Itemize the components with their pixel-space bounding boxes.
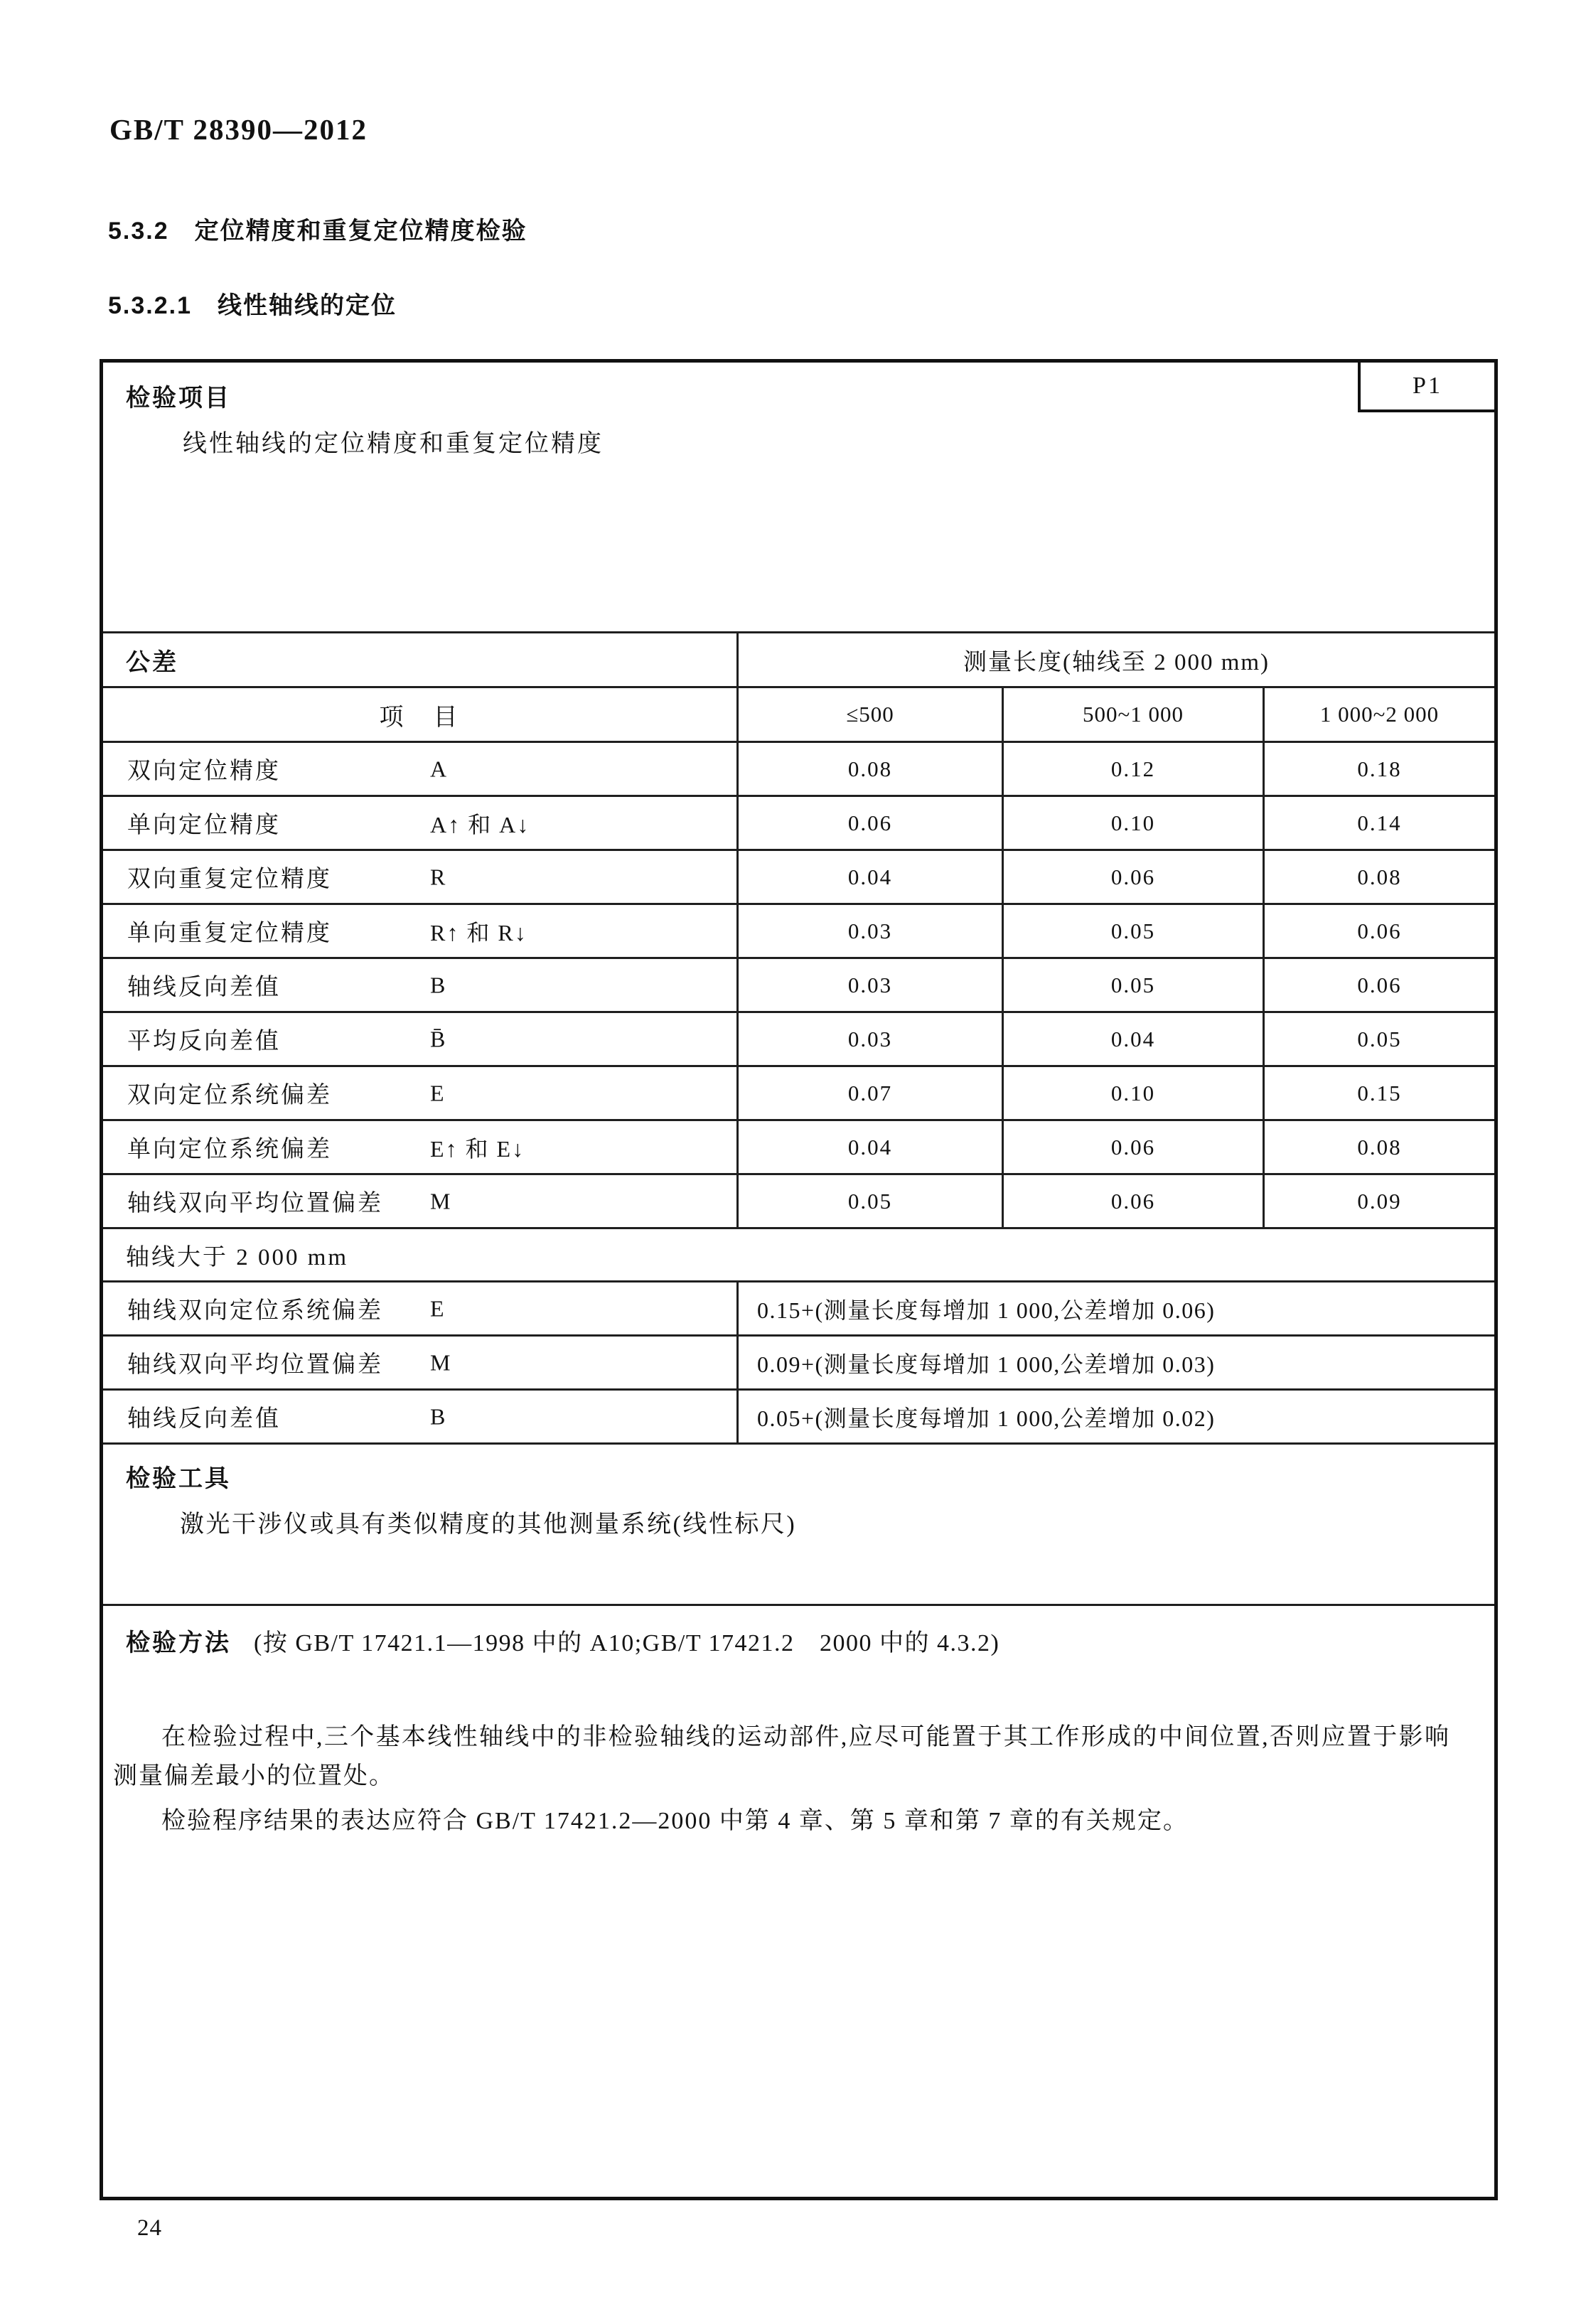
row-symbol: E↑ 和 E↓: [430, 1135, 525, 1162]
row-label: 单向重复定位精度: [127, 921, 332, 946]
tolerance-header-row: [103, 631, 1494, 686]
range-header-1: ≤500: [739, 688, 1004, 741]
row-value: 0.09: [1357, 1188, 1402, 1214]
row-symbol: M: [430, 1349, 452, 1375]
row-label-cell: [103, 1121, 739, 1173]
method-paragraph-2: 检验程序结果的表达应符合 GB/T 17421.2—2000 中第 4 章、第 5 章和第 7 章的有关规定。: [161, 1808, 1189, 1834]
row-value: 0.15: [1357, 1080, 1402, 1105]
row-value: 0.04: [1004, 1013, 1265, 1065]
row-label-cell: [103, 743, 739, 795]
row-label-cell: [103, 851, 739, 903]
row-value: 0.08: [1357, 1134, 1402, 1160]
row-value: 0.06: [1357, 918, 1402, 943]
row-value: 0.08: [739, 743, 1004, 795]
row-value: 0.04: [739, 851, 1004, 903]
row-label: 轴线双向平均位置偏差: [127, 1352, 383, 1378]
row-value: 0.18: [1357, 756, 1402, 781]
row-value: 0.06: [739, 797, 1004, 849]
method-line: [126, 1623, 1450, 1658]
row-formula: 0.15+(测量长度每增加 1 000,公差增加 0.06): [757, 1297, 1216, 1323]
inspection-item-row: [103, 363, 1494, 631]
row-label: 轴线双向平均位置偏差: [127, 1191, 383, 1216]
table-row: [103, 1065, 1494, 1119]
table-row: [103, 1388, 1494, 1442]
row-value: 0.06: [1004, 1175, 1265, 1227]
inspection-item-desc: 线性轴线的定位精度和重复定位精度: [183, 431, 604, 457]
tools-label: 检验工具: [126, 1465, 231, 1492]
table-row: [103, 903, 1494, 957]
row-value: 0.05: [1004, 905, 1265, 957]
row-label: 单向定位系统偏差: [127, 1137, 332, 1162]
row-value: 0.08: [1357, 864, 1402, 889]
tolerance-label: 公差: [103, 633, 739, 686]
row-symbol: M: [430, 1188, 452, 1214]
row-value: 0.10: [1004, 797, 1265, 849]
row-symbol: R↑ 和 R↓: [430, 919, 527, 946]
row-value: 0.05: [739, 1175, 1004, 1227]
item-column-header: 项 目: [103, 688, 739, 741]
column-header-row: [103, 686, 1494, 741]
doc-code: GB/T 28390—2012: [109, 113, 368, 146]
range-header-3: 1 000~2 000: [1319, 702, 1440, 727]
row-symbol: B̄: [430, 1026, 447, 1051]
row-label-cell: [103, 1067, 739, 1119]
row-value: 0.06: [1357, 972, 1402, 997]
row-value: 0.12: [1004, 743, 1265, 795]
row-value: 0.10: [1004, 1067, 1265, 1119]
row-label: 双向定位精度: [127, 759, 281, 784]
tools-desc: 激光干涉仪或具有类似精度的其他测量系统(线性标尺): [180, 1511, 797, 1538]
row-label: 轴线反向差值: [127, 975, 281, 1000]
over-2000-header-row: [103, 1227, 1494, 1280]
method-reference: (按 GB/T 17421.1—1998 中的 A10;GB/T 17421.2 2000 中的 4.3.2): [254, 1630, 1000, 1656]
row-symbol: E: [430, 1080, 446, 1105]
table-row: [103, 741, 1494, 795]
row-symbol: E: [430, 1295, 446, 1321]
row-label-cell: [103, 1337, 739, 1388]
measure-length-header: 测量长度(轴线至 2 000 mm): [963, 649, 1270, 675]
table-row: [103, 957, 1494, 1011]
row-value: 0.06: [1004, 1121, 1265, 1173]
table-row: [103, 795, 1494, 849]
row-label-cell: [103, 1175, 739, 1227]
table-row: [103, 1119, 1494, 1173]
table-row: [103, 1173, 1494, 1227]
section-heading: 5.3.2 定位精度和重复定位精度检验: [108, 218, 527, 245]
row-label-cell: [103, 1391, 739, 1442]
row-label: 双向重复定位精度: [127, 867, 332, 892]
row-value: 0.04: [739, 1121, 1004, 1173]
row-symbol: A: [430, 756, 449, 781]
method-label: 检验方法: [126, 1629, 231, 1656]
row-formula: 0.05+(测量长度每增加 1 000,公差增加 0.02): [757, 1405, 1216, 1431]
over-2000-label: 轴线大于 2 000 mm: [126, 1244, 349, 1270]
range-header-2: 500~1 000: [1004, 688, 1265, 741]
method-paragraphs: [113, 1718, 1450, 1841]
row-value: 0.06: [1004, 851, 1265, 903]
row-label: 轴线反向差值: [127, 1406, 281, 1432]
subsection-heading: 5.3.2.1 线性轴线的定位: [108, 292, 397, 319]
table-row: [103, 849, 1494, 903]
row-symbol: A↑ 和 A↓: [430, 811, 530, 837]
row-formula: 0.09+(测量长度每增加 1 000,公差增加 0.03): [757, 1351, 1216, 1377]
row-value: 0.05: [1357, 1026, 1402, 1051]
row-label: 平均反向差值: [127, 1029, 281, 1054]
row-value: 0.14: [1357, 810, 1402, 835]
row-label-cell: [103, 905, 739, 957]
method-row: [103, 1604, 1494, 2197]
table-row: [103, 1280, 1494, 1334]
row-value: 0.05: [1004, 959, 1265, 1011]
row-symbol: R: [430, 864, 447, 889]
row-label: 单向定位精度: [127, 813, 281, 838]
row-label-cell: [103, 959, 739, 1011]
row-value: 0.03: [739, 1013, 1004, 1065]
row-value: 0.03: [739, 959, 1004, 1011]
row-value: 0.03: [739, 905, 1004, 957]
row-value: 0.07: [739, 1067, 1004, 1119]
tools-row: [103, 1442, 1494, 1604]
row-label-cell: [103, 797, 739, 849]
page-number: 24: [137, 2215, 162, 2241]
row-label: 轴线双向定位系统偏差: [127, 1298, 383, 1324]
row-symbol: B: [430, 1403, 447, 1429]
inspection-item-code-box: P1: [1358, 363, 1494, 412]
inspection-table: [100, 359, 1498, 2200]
row-symbol: B: [430, 972, 447, 997]
row-label: 双向定位系统偏差: [127, 1083, 332, 1108]
table-row: [103, 1011, 1494, 1065]
row-label-cell: [103, 1013, 739, 1065]
inspection-item-label: 检验项目: [126, 385, 231, 412]
method-paragraph-1: 在检验过程中,三个基本线性轴线中的非检验轴线的运动部件,应尽可能置于其工作形成的中间位置,否则应置于影响测量偏差最小的位置处。: [113, 1724, 1450, 1789]
table-row: [103, 1334, 1494, 1388]
row-label-cell: [103, 1283, 739, 1334]
